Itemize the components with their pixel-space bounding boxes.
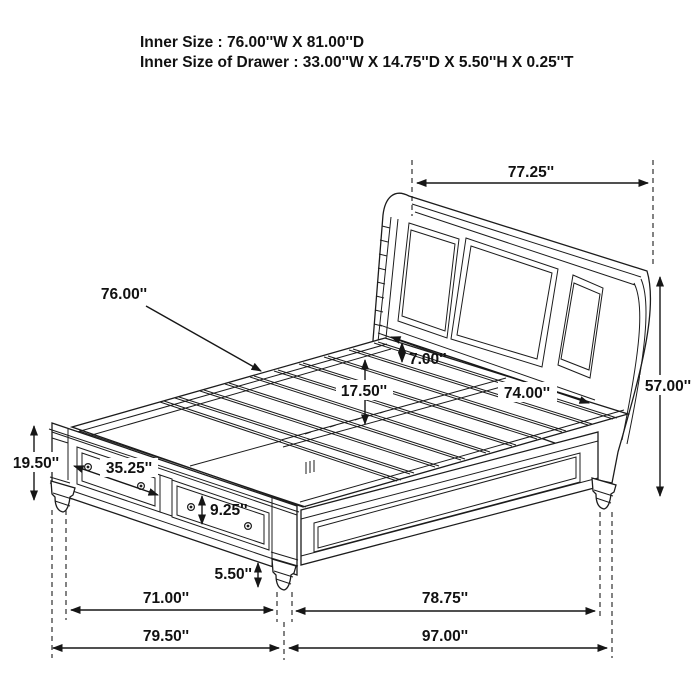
dim-overall-length-label: 97.00'' — [421, 628, 469, 645]
dim-headboard-height-label: 57.00'' — [644, 378, 692, 395]
dim-slat-length-leader — [146, 306, 261, 371]
dim-slat-length-label: 76.00'' — [100, 286, 148, 303]
dim-overall-width-label: 79.50'' — [142, 628, 190, 645]
dim-headboard-rail-label: 7.00'' — [409, 351, 447, 368]
inner-drawer-size-line: Inner Size of Drawer : 33.00''W X 14.75''D X 5.50''H X 0.25''T — [140, 53, 574, 71]
dim-drawer-height-label: 9.25'' — [210, 502, 248, 519]
dim-headboard-panel-width-label: 74.00'' — [503, 385, 551, 402]
dim-side-rail-length-label: 78.75'' — [421, 590, 469, 607]
inner-size-line: Inner Size : 76.00''W X 81.00''D — [140, 34, 365, 51]
dim-platform-height-label: 17.50'' — [340, 383, 388, 400]
dim-drawer-width-label: 35.25'' — [105, 460, 153, 477]
dim-foot-height-label: 5.50'' — [214, 566, 252, 583]
drawer-knob — [245, 523, 252, 530]
dim-footboard-inner-width-label: 71.00'' — [142, 590, 190, 607]
dim-headboard-top-width-label: 77.25'' — [507, 164, 555, 181]
dim-footboard-height-label: 19.50'' — [12, 455, 60, 472]
drawer-knob — [188, 504, 195, 511]
